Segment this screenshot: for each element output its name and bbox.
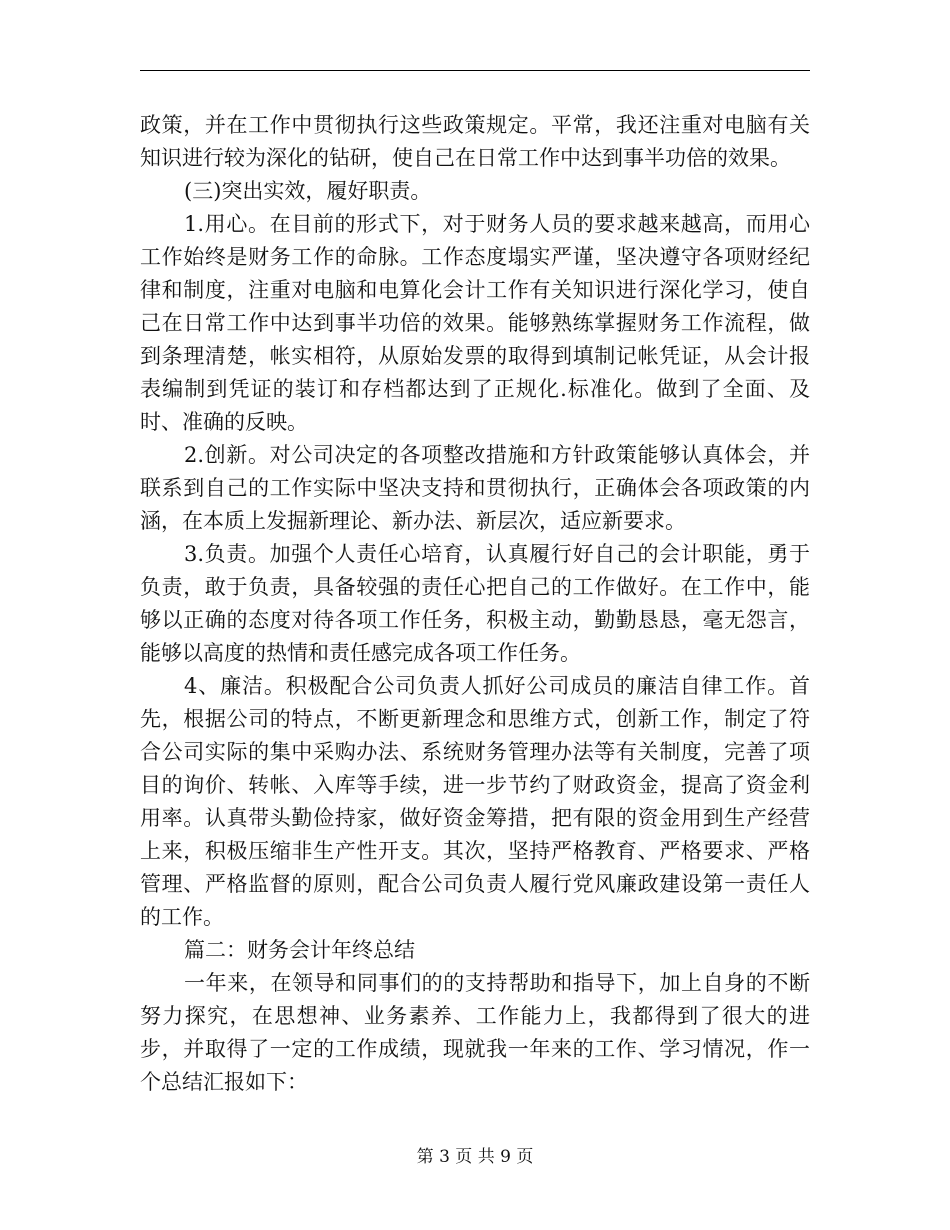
- body-paragraph: 一年来，在领导和同事们的的支持帮助和指导下，加上自身的不断努力探究，在思想神、业务素养、工作能力上，我都得到了很大的进步，并取得了一定的工作成绩，现就我一年来的工作、学习情况，作一个总结汇报如下：: [140, 971, 810, 1094]
- body-paragraph: 2.创新。对公司决定的各项整改措施和方针政策能够认真体会，并联系到自己的工作实际中坚决支持和贯彻执行，正确体会各项政策的内涵，在本质上发掘新理论、新办法、新层次，适应新要求。: [140, 443, 810, 533]
- section-heading: (三)突出实效，履好职责。: [184, 179, 432, 203]
- header-rule: [140, 70, 810, 71]
- body-paragraph: 政策，并在工作中贯彻执行这些政策规定。平常，我还注重对电脑有关知识进行较为深化的钻研，使自己在日常工作中达到事半功倍的效果。: [140, 113, 810, 170]
- body-paragraph: 3.负责。加强个人责任心培育，认真履行好自己的会计职能，勇于负责，敢于负责，具备较强的责任心把自己的工作做好。在工作中，能够以正确的态度对待各项工作任务，积极主动，勤勤恳恳，毫无怨言，能够以高度的热情和责任感完成各项工作任务。: [140, 542, 810, 665]
- article-heading: 篇二：财务会计年终总结: [184, 938, 415, 962]
- body-paragraph: 4、廉洁。积极配合公司负责人抓好公司成员的廉洁自律工作。首先，根据公司的特点，不断更新理念和思维方式，创新工作，制定了符合公司实际的集中采购办法、系统财务管理办法等有关制度，完善了项目的询价、转帐、入库等手续，进一步节约了财政资金，提高了资金利用率。认真带头勤俭持家，做好资金筹措，把有限的资金用到生产经营上来，积极压缩非生产性开支。其次，坚持严格教育、严格要求、严格管理、严格监督的原则，配合公司负责人履行党风廉政建设第一责任人的工作。: [140, 674, 810, 929]
- body-paragraph: 1.用心。在目前的形式下，对于财务人员的要求越来越高，而用心工作始终是财务工作的命脉。工作态度塌实严谨，坚决遵守各项财经纪律和制度，注重对电脑和电算化会计工作有关知识进行深化学习，使自己在日常工作中达到事半功倍的效果。能够熟练掌握财务工作流程，做到条理清楚，帐实相符，从原始发票的取得到填制记帐凭证，从会计报表编制到凭证的装订和存档都达到了正规化.标准化。做到了全面、及时、准确的反映。: [140, 212, 810, 434]
- document-body: [140, 109, 810, 1099]
- page-number-footer: 第 3 页 共 9 页: [416, 1147, 534, 1167]
